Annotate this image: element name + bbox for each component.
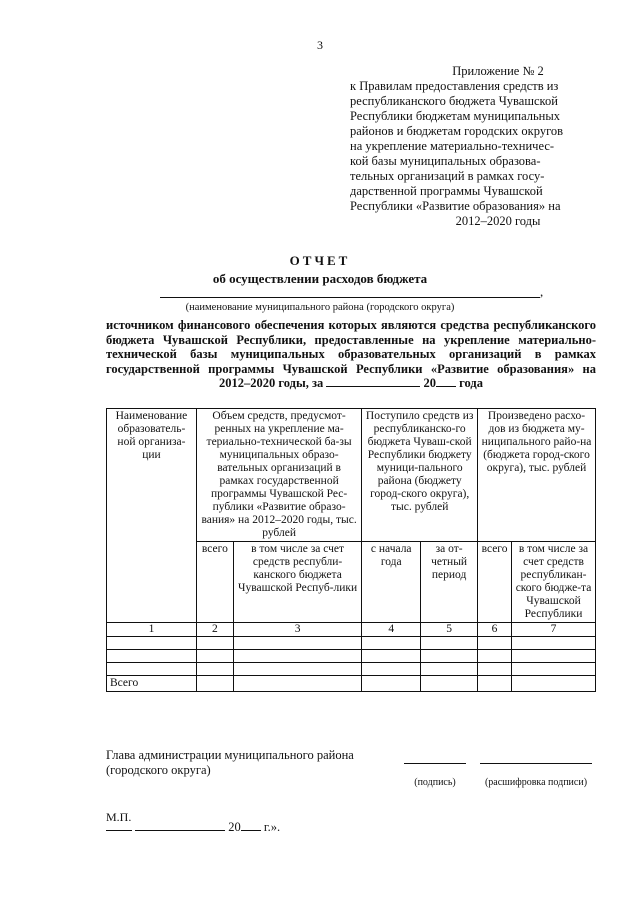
subheader-received-start: с начала года: [362, 542, 421, 623]
table-cell[interactable]: [233, 676, 361, 692]
column-number: 3: [233, 623, 361, 637]
annex-line: на укрепление материально-техничес-: [350, 139, 555, 153]
annex-line: Республики «Развитие образования» на: [350, 199, 561, 213]
table-cell[interactable]: [233, 663, 361, 676]
subheader-received-period: за от-четный период: [421, 542, 478, 623]
annex-line: тельных организаций в рамках госу-: [350, 169, 545, 183]
signature-decoding-field[interactable]: [480, 763, 592, 764]
subheader-spent-rep: в том числе за счет средств республикан-ского бюдже-та Чувашской Республики: [512, 542, 596, 623]
subheader-volume-total: всего: [196, 542, 233, 623]
table-cell[interactable]: [512, 663, 596, 676]
annex-line: к Правилам предоставления средств из: [350, 79, 559, 93]
subheader-spent-total: всего: [478, 542, 512, 623]
table-cell[interactable]: [478, 676, 512, 692]
year-blank-field[interactable]: [436, 376, 456, 387]
table-cell[interactable]: [233, 637, 361, 650]
column-number: 2: [196, 623, 233, 637]
table-header-row: [107, 409, 596, 542]
annex-line: дарственной программы Чувашской: [350, 184, 543, 198]
header-spent: Произведено расхо-дов из бюджета му-ниципального райо-на (бюджета город-ского округа), тыс. рублей: [478, 409, 596, 542]
table-cell[interactable]: [196, 676, 233, 692]
table-cell[interactable]: [478, 663, 512, 676]
municipality-name-field[interactable]: [160, 286, 540, 298]
total-label: Всего: [107, 676, 197, 692]
signatory-title-line: (городского округа): [106, 763, 211, 777]
signatory-title: [106, 748, 354, 778]
annex-line: районов и бюджетам городских округов: [350, 124, 564, 138]
annex-last-line: 2012–2020 годы: [455, 214, 541, 228]
table-cell[interactable]: [233, 650, 361, 663]
header-org-name: Наименование образователь-ной организа-ции: [107, 409, 197, 623]
table-cell[interactable]: [421, 650, 478, 663]
annex-block: [350, 64, 606, 229]
date-suffix: г.».: [263, 820, 281, 834]
table-total-row: [107, 676, 596, 692]
annex-heading: Приложение № 2: [452, 64, 544, 78]
signature-field[interactable]: [404, 763, 466, 764]
annex-line: республиканского бюджета Чувашской: [350, 94, 558, 108]
period-year-prefix: 20: [423, 376, 437, 390]
table-cell[interactable]: [196, 663, 233, 676]
table-cell[interactable]: [421, 663, 478, 676]
table-cell[interactable]: [196, 637, 233, 650]
period-year-tail: года: [459, 376, 483, 390]
table-cell[interactable]: [512, 650, 596, 663]
date-month-field[interactable]: [135, 820, 225, 831]
table-cell[interactable]: [478, 637, 512, 650]
table-cell[interactable]: [196, 650, 233, 663]
table-cell[interactable]: [107, 650, 197, 663]
column-number: 4: [362, 623, 421, 637]
table-cell[interactable]: [512, 676, 596, 692]
table-cell[interactable]: [362, 650, 421, 663]
report-title: ОТЧЕТ: [289, 253, 351, 268]
table-cell[interactable]: [362, 676, 421, 692]
name-suffix: ,: [540, 284, 544, 299]
funding-source-paragraph: [106, 318, 596, 391]
report-subtitle: об осуществлении расходов бюджета: [212, 271, 428, 286]
table-cell[interactable]: [421, 676, 478, 692]
table-row: [107, 650, 596, 663]
table-row: [107, 663, 596, 676]
column-number: 7: [512, 623, 596, 637]
column-number-row: [107, 623, 596, 637]
period-blank-field[interactable]: [326, 376, 420, 387]
seal-mark: М.П.: [106, 810, 132, 824]
date-century: 20: [228, 820, 241, 834]
table-cell[interactable]: [421, 637, 478, 650]
column-number: 6: [478, 623, 512, 637]
page-number: 3: [317, 38, 323, 52]
date-day-field[interactable]: [106, 820, 132, 831]
municipality-name-caption: (наименование муниципального района (городского округа): [185, 302, 455, 313]
signature-caption: (подпись): [414, 777, 456, 788]
annex-line: Республики бюджетам муниципальных: [350, 109, 561, 123]
table-cell[interactable]: [478, 650, 512, 663]
column-number: 5: [421, 623, 478, 637]
table-cell[interactable]: [362, 637, 421, 650]
date-row: [106, 820, 280, 835]
table-row: [107, 637, 596, 650]
column-number: 1: [107, 623, 197, 637]
table-cell[interactable]: [512, 637, 596, 650]
date-year-field[interactable]: [241, 820, 261, 831]
annex-line: кой базы муниципальных образова-: [350, 154, 541, 168]
subheader-volume-rep: в том числе за счет средств республи-канского бюджета Чувашской Респуб-лики: [233, 542, 361, 623]
table-cell[interactable]: [107, 637, 197, 650]
table-cell[interactable]: [362, 663, 421, 676]
funding-source-text: источником финансового обеспечения которых являются средства республиканского бюджета Чувашской Республики, предоставленные на укрепление материально-технической базы муниципальных образовательных организаций в рамках государственной программы Чувашской Республики «Развитие образования» на 2012–2020 годы, за: [106, 318, 596, 390]
header-received: Поступило средств из республиканско-го бюджета Чуваш-ской Республики бюджету муници-пального района (бюджету город-ского округа), тыс. рублей: [362, 409, 478, 542]
report-table: [106, 408, 596, 692]
signatory-title-line: Глава администрации муниципального района: [106, 748, 354, 762]
table-cell[interactable]: [107, 663, 197, 676]
signature-decoding-caption: (расшифровка подписи): [484, 777, 588, 788]
header-volume: Объем средств, предусмот-ренных на укрепление ма-териально-технической ба-зы муниципальных образо-вательных организаций в рамках государственной программы Чувашской Рес-публики «Развитие образо-вания» на 2012–2020 годы, тыс. рублей: [196, 409, 361, 542]
